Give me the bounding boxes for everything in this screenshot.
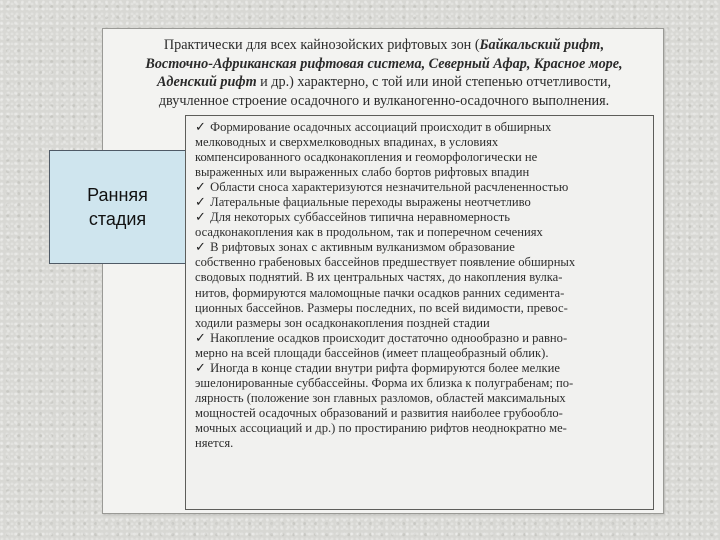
bullet-line [195,316,647,331]
bullet-text: мочных ассоциаций и др.) по простиранию рифтов неоднократно ме- [195,420,567,435]
bullet-line [195,301,647,316]
aden-rift-term: Аденский рифт [156,74,257,90]
bullet-line [195,421,647,436]
bullet-text: мелководных и сверхмелководных впадинах, в условиях [195,135,499,150]
bullet-text: мерно на всей площади бассейнов (имеет плащеобразный облик). [195,345,549,360]
bullet-text: Для некоторых суббассейнов типична неравномерность [210,210,511,225]
bullet-line [195,391,647,406]
bullet-text: няется. [195,435,234,450]
baikal-rift-term: Байкальский рифт, [479,37,605,53]
bullet-line [195,346,647,361]
bullet-line [195,165,647,180]
checkmark-icon: ✓ [195,195,206,211]
bullet-line [195,331,647,346]
bullet-line [195,135,647,150]
bullet-text: лярность (положение зон главных разломов, областей максимальных [195,390,566,405]
bullet-text: Накопление осадков происходит достаточно однообразно и равно- [210,330,568,345]
bullet-line [195,376,647,391]
bullet-line [195,225,647,240]
bullet-line [195,361,647,376]
intro-line-1: Практически для всех кайнозойских рифтовых зон (Байкальский рифт, [163,37,605,53]
bullet-line [195,436,647,451]
stage-label-box [49,150,186,264]
bullet-line [195,286,647,301]
checkmark-icon: ✓ [195,120,206,135]
bullet-list [195,120,647,451]
bullet-text: сводовых поднятий. В их центральных частях, до накопления вулка- [195,270,563,285]
intro-line-3: Аденский рифт и др.) характерно, с той или иной степенью отчетливости, [156,74,612,90]
bullet-line [195,240,647,255]
checkmark-icon: ✓ [195,180,206,196]
bullet-text: ционных бассейнов. Размеры последних, по всей видимости, превос- [195,300,568,315]
bullet-text: собственно грабеновых бассейнов предшествует появление обширных [195,255,576,270]
checkmark-icon: ✓ [195,240,206,256]
bullet-text: нитов, формируются маломощные пачки осадков ранних седимента- [195,285,565,300]
bullet-text: эшелонированные суббассейны. Форма их близка к полуграбенам; по- [195,375,574,390]
bullet-text: мощностей осадочных образований и развития наиболее грубообло- [195,405,563,420]
checkmark-icon: ✓ [195,330,206,346]
bullet-text: ходили размеры зон осадконакопления поздней стадии [195,315,490,330]
bullet-line [195,150,647,165]
bullet-line [195,120,647,135]
stage-label: Ранняя стадия [87,185,148,229]
bullet-text: компенсированного осадконакопления и геоморфологически не [195,150,538,165]
checkmark-icon: ✓ [195,360,206,376]
intro-line-4: двучленное строение осадочного и вулканогенно-осадочного выполнения. [158,92,610,109]
rift-systems-term: Восточно-Африканская рифтовая система, Северный Афар, Красное море, [145,55,623,72]
bullet-text: выраженных или выраженных слабо бортов рифтовых впадин [195,165,530,180]
bullet-text: Формирование осадочных ассоциаций происходит в обширных [210,120,552,134]
bullet-text: Латеральные фациальные переходы выражены неотчетливо [210,195,531,210]
bullet-line [195,210,647,225]
bullet-line [195,406,647,421]
bullet-text: Иногда в конце стадии внутри рифта формируются более мелкие [210,360,560,375]
bullet-text: осадконакопления как в продольном, так и поперечном сечениях [195,225,543,240]
intro-line-2 [110,55,658,74]
bullet-line [195,255,647,270]
bullet-line [195,180,647,195]
checkmark-icon: ✓ [195,210,206,226]
bullet-text: Области сноса характеризуются незначительной расчлененностью [210,180,569,195]
bullet-line [195,270,647,285]
bullet-text: В рифтовых зонах с активным вулканизмом образование [210,240,515,255]
bullet-line [195,195,647,210]
intro-paragraph [110,36,658,110]
